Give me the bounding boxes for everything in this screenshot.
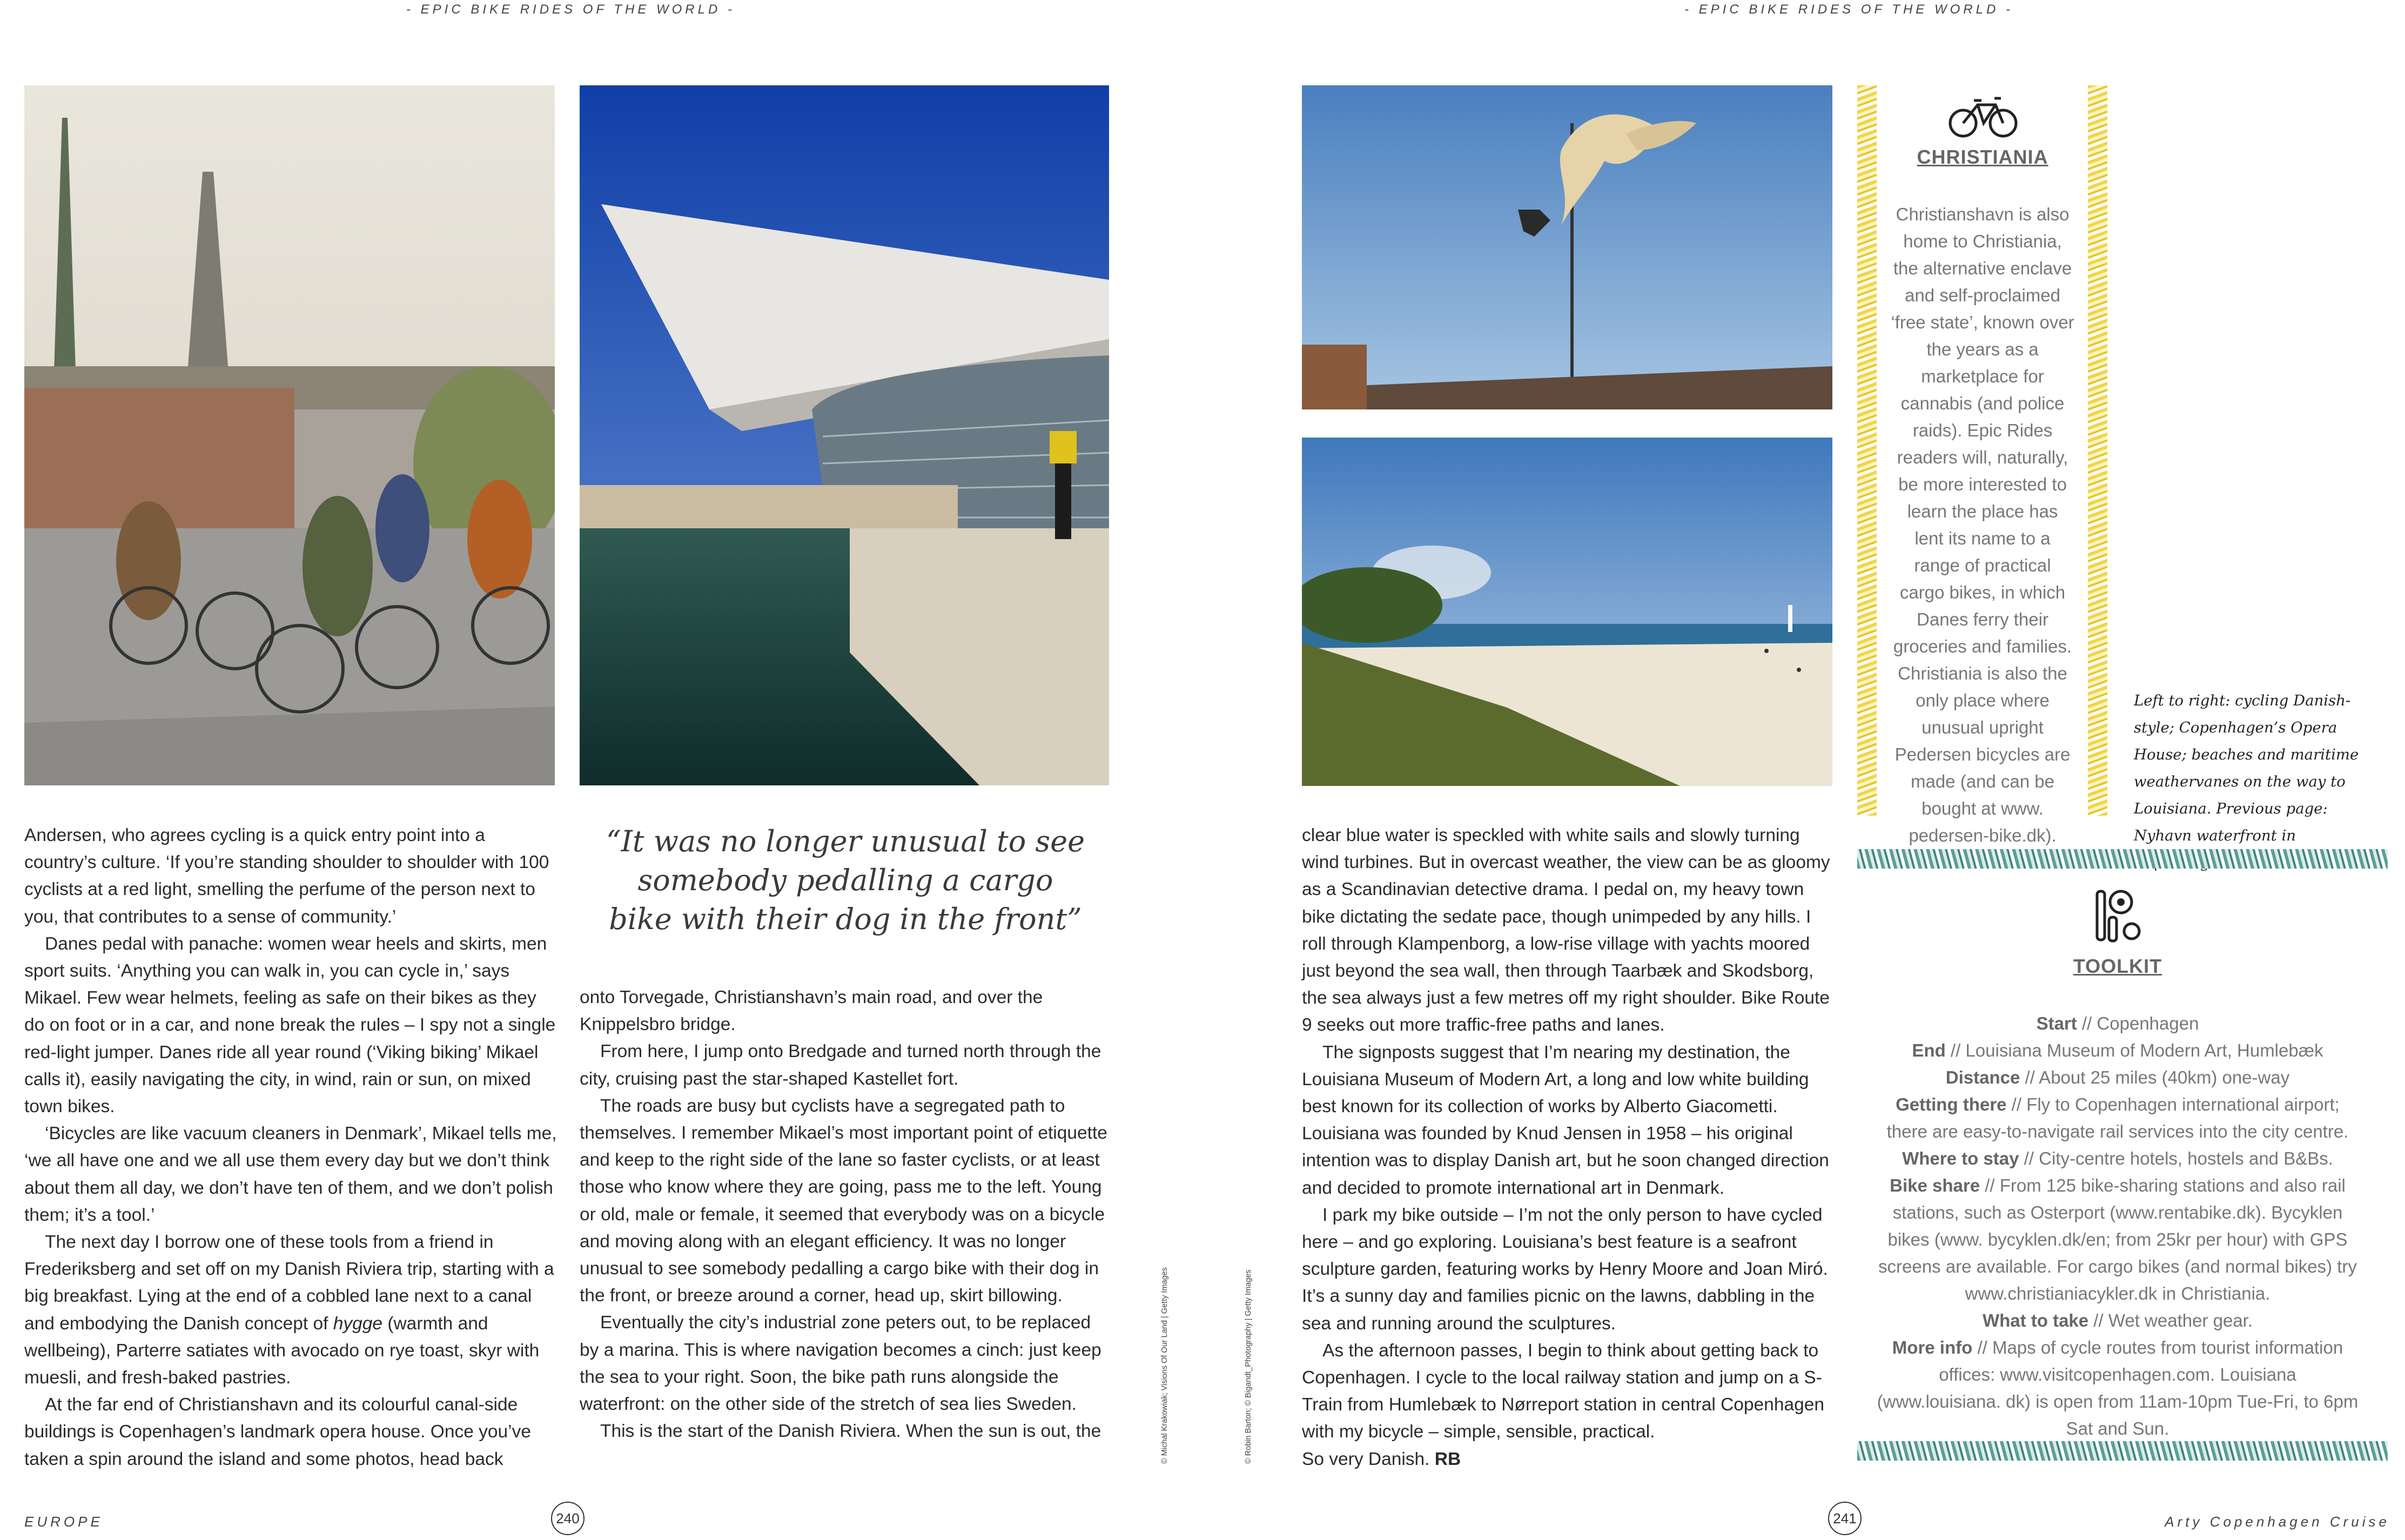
article-paragraph: ‘Bicycles are like vacuum cleaners in Denmark’, Mikael tells me, ‘we all have one and we all use them every day but we don’t think about them all day, we don’t have ten of them, and we don’t polish them; it’s a tool.’: [24, 1124, 557, 1225]
bicycle-icon: [1948, 92, 2018, 140]
article-paragraph: Andersen, who agrees cycling is a quick entry point into a country’s culture. ‘If you’re standing shoulder to shoulder with 100 cyclists at a red light, smelling the perfume of the person next to you, that contributes to a sense of community.’: [24, 825, 549, 927]
article-column-3: [1302, 822, 1837, 1473]
toolkit-list: [1875, 1010, 2361, 1442]
toolkit-band-top: [1857, 849, 2388, 869]
sidebar-stripe-right: [2088, 85, 2107, 816]
toolkit-item: Where to stay // City-centre hotels, hostels and B&Bs.: [1902, 1148, 2333, 1168]
article-column-1: [24, 822, 559, 1473]
article-title-footer: Arty Copenhagen Cruise: [2165, 1514, 2390, 1530]
tools-icon: [2093, 886, 2141, 945]
article-paragraph: onto Torvegade, Christianshavn’s main road, and over the Knippelsbro bridge.: [580, 987, 1043, 1035]
opera-house-photo: [580, 85, 1109, 785]
pull-quote: “It was no longer unusual to see somebody pedalling a cargo bike with their dog in the front”: [606, 824, 1085, 936]
toolkit-item: More info // Maps of cycle routes from tourist information offices: www.visitcopenhagen.com. Louisiana (www.louisiana. dk) is open from 11am-10pm Tue-Fri, to 6pm Sat and Sun.: [1877, 1337, 2359, 1438]
article-paragraph: The roads are busy but cyclists have a segregated path to themselves. I remember Mikael’s most important point of etiquette and keep to the right side of the lane so faster cyclists, or at least those who know where they are going, pass me to the left. Young or old, male or female, it seemed that everybody was on a bicycle and moving along with an elegant efficiency. It was no longer unusual to see somebody pedalling a cargo bike with their dog in the front, or breeze around a corner, head up, skirt billowing.: [580, 1095, 1107, 1306]
article-paragraph: The next day I borrow one of these tools from a friend in Frederiksberg and set off on my Danish Riviera trip, starting with a big breakfast. Lying at the end of a cobbled lane next to a canal and embodying the Danish concept of hygge (warmth and wellbeing), Parterre satiates with avocado on rye toast, skyr with muesli, and fresh-baked pastries.: [24, 1232, 554, 1388]
author-initials: RB: [1434, 1449, 1461, 1469]
photo-caption: Left to right: cycling Danish-style; Copenhagen’s Opera House; beaches and maritime weathervanes on the way to Louisiana. Previous page: Nyhavn waterfront in: [2134, 692, 2359, 844]
article-paragraph: As the afternoon passes, I begin to think about getting back to Copenhagen. I cycle to the local railway station and jump on a S-Train from Humlebæk to Nørreport station in central Copenhagen with my bicycle – simple, sensible, practical.: [1302, 1340, 1824, 1442]
cyclists-photo: [24, 85, 555, 785]
photo-credit-left: © Michal Krakowiak; Visions Of Our Land | Getty Images: [1160, 1267, 1169, 1464]
article-paragraph: clear blue water is speckled with white sails and slowly turning wind turbines. But in overcast weather, the view can be as gloomy as a Scandinavian detective drama. I pedal on, my heavy town bike dictating the sedate pace, though unimpeded by any hills. I roll through Klampenborg, a low-rise village with yachts moored just beyond the sea wall, then through Taarbæk and Skodsborg, the sea always just a few metres off my right shoulder. Bike Route 9 seeks out more traffic-free paths and lanes.: [1302, 825, 1830, 1035]
beach-photo: [1302, 438, 1832, 786]
page-number-left: 240: [551, 1502, 585, 1535]
article-paragraph: At the far end of Christianshavn and its colourful canal-side buildings is Copenhagen’s landmark opera house. Once you’ve taken a spin around the island and some photos, head back: [24, 1395, 531, 1469]
toolkit-item: Start // Copenhagen: [2036, 1013, 2199, 1033]
section-label: EUROPE: [24, 1514, 103, 1530]
article-paragraph: So very Danish. RB: [1302, 1449, 1461, 1469]
sidebar-stripe-left: [1857, 85, 1877, 816]
sidebar-title: CHRISTIANIA: [1917, 146, 2048, 168]
toolkit-item: What to take // Wet weather gear.: [1982, 1310, 2253, 1330]
article-paragraph: The signposts suggest that I’m nearing my destination, the Louisiana Museum of Modern Art, a long and low white building best known for its collection of works by Alberto Giacometti. Louisiana was founded by Knud Jensen in 1958 – his original intention was to display Danish art, but he soon changed direction and decided to promote international art in Denmark.: [1302, 1042, 1829, 1198]
toolkit-item: End // Louisiana Museum of Modern Art, Humlebæk: [1912, 1040, 2323, 1060]
toolkit-item: Getting there // Fly to Copenhagen international airport; there are easy-to-navigate rail services into the city centre.: [1886, 1094, 2349, 1141]
page-number-right: 241: [1828, 1502, 1862, 1535]
article-paragraph: Eventually the city’s industrial zone peters out, to be replaced by a marina. This is where navigation becomes a cinch: just keep the sea to your right. Soon, the bike path runs alongside the waterfront: on the other side of the stretch of sea lies Sweden.: [580, 1313, 1101, 1415]
sidebar-text: Christianshavn is also home to Christiania, the alternative enclave and self-proclaimed ‘free state’, known over the years as a marketplace for cannabis (and police raids). Epic Rides readers will, naturally, be more interested to learn the place has lent its name to a range of practical cargo bikes, in which Danes ferry their groceries and families. Christiania is also the only place where unusual upright Pedersen bicycles are made (and can be bought at www. pedersen-bike.dk).: [1891, 204, 2074, 845]
article-paragraph: From here, I jump onto Bredgade and turned north through the city, cruising past the star-shaped Kastellet fort.: [580, 1041, 1101, 1089]
article-paragraph: I park my bike outside – I’m not the only person to have cycled here – and go exploring. Louisiana’s best feature is a seafront sculpture garden, featuring works by Henry Moore and Joan Miró. It’s a sunny day and families picnic on the lawns, dabbling in the sea and running around the sculptures.: [1302, 1205, 1828, 1334]
weathervane-photo: [1302, 85, 1832, 409]
toolkit-item: Distance // About 25 miles (40km) one-way: [1945, 1067, 2290, 1087]
article-column-2: [580, 984, 1114, 1445]
article-paragraph: Danes pedal with panache: women wear heels and skirts, men sport suits. ‘Anything you can walk in, you can cycle in,’ says Mikael. Few wear helmets, feeling as safe on their bikes as they do on foot or in a car, and none break the rules – I spy not a single red-light jumper. Danes ride all year round (‘Viking biking’ Mikael calls it), easily navigating the city, in wind, rain or sun, on mixed town bikes.: [24, 933, 556, 1117]
toolkit-band-bottom: [1857, 1441, 2388, 1461]
running-header-left: - EPIC BIKE RIDES OF THE WORLD -: [406, 2, 735, 17]
running-header-right: - EPIC BIKE RIDES OF THE WORLD -: [1684, 2, 2013, 17]
photo-credit-right: © Robin Barton; © Bigandt_Photography | Getty Images: [1244, 1269, 1253, 1464]
toolkit-item: Bike share // From 125 bike-sharing stations and also rail stations, such as Osterport (www.rentabike.dk). Bycyklen bikes (www. bycyklen.dk/en; from 25kr per hour) with GPS screens are available. For cargo bikes (and normal bikes) try www.christianiacykler.dk in Christiania.: [1878, 1175, 2357, 1303]
article-paragraph: This is the start of the Danish Riviera. When the sun is out, the: [600, 1421, 1101, 1442]
toolkit-title: TOOLKIT: [2073, 955, 2162, 977]
